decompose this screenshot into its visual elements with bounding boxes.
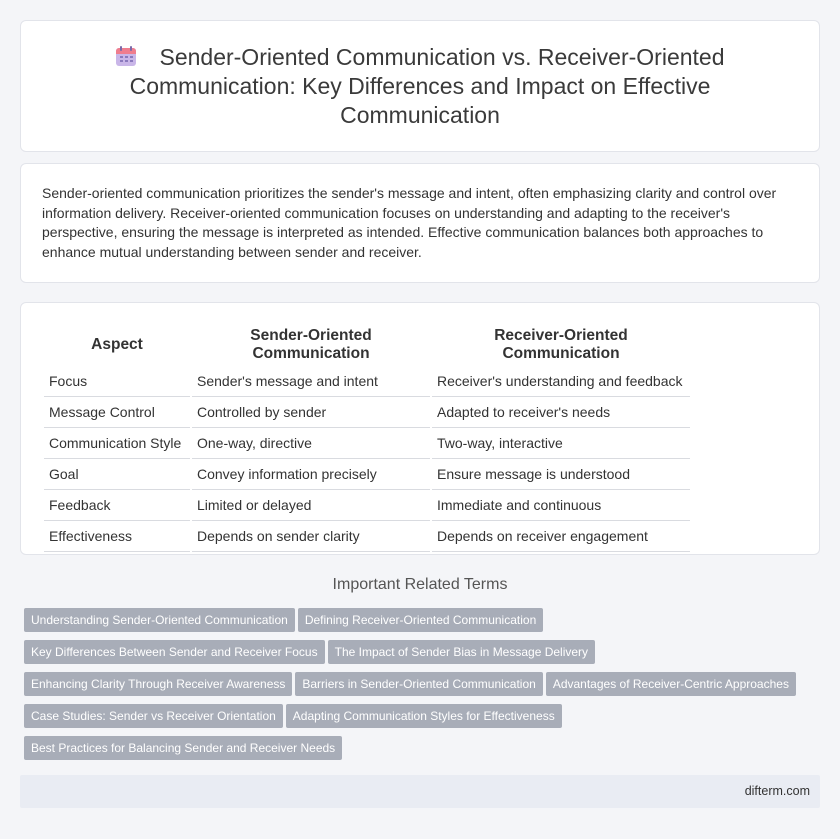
related-term-tag[interactable]: Enhancing Clarity Through Receiver Awareness bbox=[24, 672, 292, 696]
table-header-row bbox=[44, 323, 690, 366]
cell-aspect: Message Control bbox=[44, 397, 190, 428]
header-aspect: Aspect bbox=[91, 336, 143, 353]
page-title-block bbox=[51, 43, 789, 130]
table-row bbox=[44, 397, 690, 428]
cell-aspect: Goal bbox=[44, 459, 190, 490]
cell-aspect: Feedback bbox=[44, 490, 190, 521]
table-row bbox=[44, 521, 690, 552]
cell-aspect: Communication Style bbox=[44, 428, 190, 459]
cell-sender: Convey information precisely bbox=[192, 459, 430, 490]
cell-sender: One-way, directive bbox=[192, 428, 430, 459]
related-term-tag[interactable]: Case Studies: Sender vs Receiver Orientation bbox=[24, 704, 283, 728]
related-term-tag[interactable]: Understanding Sender-Oriented Communication bbox=[24, 608, 295, 632]
table-row bbox=[44, 428, 690, 459]
related-term-tag[interactable]: Barriers in Sender-Oriented Communication bbox=[295, 672, 542, 696]
cell-receiver: Immediate and continuous bbox=[432, 490, 690, 521]
related-term-tag[interactable]: Adapting Communication Styles for Effectiveness bbox=[286, 704, 562, 728]
header-sender: Sender-Oriented Communication bbox=[250, 327, 372, 362]
cell-receiver: Adapted to receiver's needs bbox=[432, 397, 690, 428]
table-row bbox=[44, 490, 690, 521]
title-card bbox=[20, 20, 820, 152]
footer-site-link[interactable]: difterm.com bbox=[744, 784, 810, 798]
calendar-icon bbox=[115, 45, 137, 67]
header-receiver: Receiver-Oriented Communication bbox=[494, 327, 628, 362]
cell-sender: Limited or delayed bbox=[192, 490, 430, 521]
cell-receiver: Two-way, interactive bbox=[432, 428, 690, 459]
cell-receiver: Depends on receiver engagement bbox=[432, 521, 690, 552]
related-term-tag[interactable]: Key Differences Between Sender and Receiver Focus bbox=[24, 640, 325, 664]
table-row bbox=[44, 459, 690, 490]
intro-paragraph: Sender-oriented communication prioritizes the sender's message and intent, often emphasizing clarity and control over information delivery. Receiver-oriented communication focuses on understanding and adapting to the receiver's perspective, ensuring the message is interpreted as intended. Effective communication balances both approaches to enhance mutual understanding between sender and receiver. bbox=[42, 185, 777, 260]
comparison-table bbox=[42, 323, 692, 552]
cell-sender: Sender's message and intent bbox=[192, 366, 430, 397]
related-terms-title: Important Related Terms bbox=[332, 576, 508, 593]
footer-bar bbox=[20, 775, 820, 808]
cell-receiver: Receiver's understanding and feedback bbox=[432, 366, 690, 397]
related-term-tag[interactable]: Best Practices for Balancing Sender and Receiver Needs bbox=[24, 736, 342, 760]
related-terms-list bbox=[24, 608, 824, 768]
related-term-tag[interactable]: The Impact of Sender Bias in Message Delivery bbox=[328, 640, 595, 664]
intro-card bbox=[20, 163, 820, 283]
page-title: Sender-Oriented Communication vs. Receiver-Oriented Communication: Key Differences and Impact on Effective Communication bbox=[129, 44, 725, 128]
cell-sender: Controlled by sender bbox=[192, 397, 430, 428]
related-term-tag[interactable]: Defining Receiver-Oriented Communication bbox=[298, 608, 543, 632]
cell-receiver: Ensure message is understood bbox=[432, 459, 690, 490]
cell-aspect: Effectiveness bbox=[44, 521, 190, 552]
table-row bbox=[44, 366, 690, 397]
cell-sender: Depends on sender clarity bbox=[192, 521, 430, 552]
related-term-tag[interactable]: Advantages of Receiver-Centric Approaches bbox=[546, 672, 796, 696]
cell-aspect: Focus bbox=[44, 366, 190, 397]
comparison-card bbox=[20, 302, 820, 555]
